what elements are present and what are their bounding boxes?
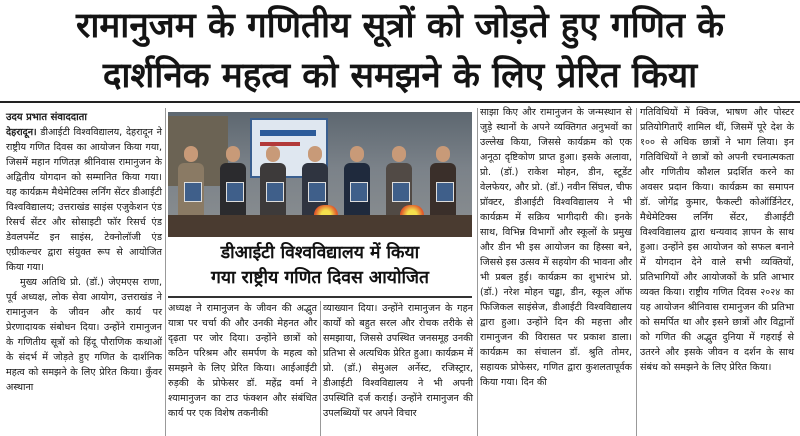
column-divider [636,108,637,436]
byline: उदय प्रभात संवाददाता [6,112,87,123]
column-divider [477,108,478,436]
stage-table [168,215,472,237]
article-column-4 [480,105,632,390]
article-column-3 [323,301,473,421]
person-figure [220,146,246,219]
headline-rule [0,101,800,103]
paragraph: साझा किए और रामानुजन के जन्मस्थान से जुड़े स्थानों के अपने व्यक्तिगत अनुभवों का उल्लेख किया, जिससे कार्यक्रम को एक अनूठा दृष्टिकोण प्राप्त हुआ। इसके अलावा, प्रो. (डॉ.) राकेश मोहन, डीन, स्टूडेंट वेलफेयर, और प्रो. (डॉ.) नवीन सिंघल, चीफ प्रॉक्टर, डीआईटी विश्वविद्यालय ने भी कार्यक्रम में सक्रिय भागीदारी की। इनके साथ, विभिन्न विभागों और स्कूलों के प्रमुख और डीन भी इस आयोजन का हिस्सा बने, जिससे इस उत्सव में सहयोग की भावना और भी प्रबल हुई। कार्यक्रम का शुभारंभ प्रो. (डॉ.) नरेश मोहन चड्ढा, डीन, स्कूल ऑफ फिजिकल साइंसेज, डीआईटी विश्वविद्यालय द्वारा हुआ। उन्होंने दिन की महत्ता और रामानुजन की विरासत पर प्रकाश डाला। कार्यक्रम का संचालन डॉ. श्रुति तोमर, सहायक प्रोफेसर, गणित द्वारा कुशलतापूर्वक किया गया। दिन की [480,107,632,388]
headline-line-1: रामानुजम के गणितीय सूत्रों को जोड़ते हुए गणित के [76,6,724,46]
paragraph: मुख्य अतिथि प्रो. (डॉ.) जेएमएस राणा, पूर्व अध्यक्ष, लोक सेवा आयोग, उत्तराखंड ने रामानुजन के जीवन और कार्य पर प्रेरणादायक संबोधन दिया। उन्होंने रामानुजन के गणितीय सूत्रों को हिंदू पौराणिक कथाओं के संदर्भ में जोड़ते हुए गणित के दार्शनिक महत्व को समझने के लिए प्रेरित किया। कुँवर अस्थाना [6,277,162,393]
photo-caption-line-2: गया राष्ट्रीय गणित दिवस आयोजित [211,268,429,288]
paragraph: अध्यक्ष ने रामानुजन के जीवन की अद्भुत यात्रा पर चर्चा की और उनकी मेहनत और दृढ़ता पर जोर दिया। उन्होंने छात्रों को कठिन परिश्रम और समर्पण के महत्व को समझने के लिए प्रेरित किया। आईआईटी रुड़की के प्रोफेसर डॉ. महेंद्र वर्मा ने श्यामानुजन का टाउ फंक्शन और संबंधित कार्य पर एक विशेष तकनीकी [168,303,317,419]
caption-rule [168,296,472,298]
event-photo [168,112,472,237]
article-column-5 [640,105,794,375]
column-divider [165,108,166,436]
dateline: देहरादून। [6,127,37,138]
photo-caption-line-1: डीआईटी विश्वविद्यालय में किया [220,243,420,263]
person-figure [260,146,286,219]
person-figure [178,146,204,219]
article-column-2 [168,301,317,421]
photo-caption [168,237,472,297]
person-figure [430,146,456,219]
paragraph [6,125,162,275]
paragraph-text: डीआईटी विश्वविद्यालय, देहरादून ने राष्ट्रीय गणित दिवस का आयोजन किया गया, जिसमें महान गणितज्ञ श्रीनिवास रामानुजन के अद्वितीय योगदान को सम्मानित किया गया। यह कार्यक्रम मैथेमेटिक्स लर्निंग सेंटर डीआईटी विश्वविद्यालय; उत्तराखंड साइंस एजुकेशन एंड रिसर्च सेंटर और सोसाइटी फॉर रिसर्च एंड डेवलपमेंट इन साइंस, टेक्नोलॉजी एंड एग्रीकल्चर द्वारा संयुक्त रूप से आयोजित किया गया। [6,127,162,273]
column-divider [320,301,321,436]
article-column-1 [6,110,162,395]
paragraph: व्याख्यान दिया। उन्होंने रामानुजन के गहन कार्यों को बहुत सरल और रोचक तरीके से समझाया, जिससे उपस्थित जनसमूह उनकी प्रतिभा से अत्यधिक प्रेरित हुआ। कार्यक्रम में प्रो. (डॉ.) सेमुअल अर्नेस्ट, रजिस्ट्रार, डीआईटी विश्वविद्यालय ने भी अपनी उपस्थिति दर्ज कराई। उन्होंने रामानुजन की उपलब्धियों पर अपने विचार [323,303,473,419]
paragraph: गतिविधियों में क्विज, भाषण और पोस्टर प्रतियोगिताएँ शामिल थीं, जिसमें पूरे देश के १०० से अधिक छात्रों ने भाग लिया। इन गतिविधियों ने छात्रों को अपनी रचनात्मकता और गणितीय कौशल प्रदर्शित करने का अवसर प्रदान किया। कार्यक्रम का समापन डॉ. जोगेंद्र कुमार, फैकल्टी कोऑर्डिनेटर, मैथेमेटिक्स लर्निंग सेंटर, डीआईटी विश्वविद्यालय द्वारा धन्यवाद ज्ञापन के साथ हुआ। उन्होंने इस आयोजन को सफल बनाने में योगदान देने वाले सभी व्यक्तियों, प्रतिभागियों और आयोजकों के प्रति आभार व्यक्त किया। राष्ट्रीय गणित दिवस २०२४ का यह आयोजन श्रीनिवास रामानुजन की प्रतिभा को समर्पित था और इसने छात्रों और विद्वानों को गणित की अद्भुत दुनिया में गहराई से उतरने और इसके जीवन व दर्शन के साथ संबंध को समझने के लिए प्रेरित किया। [640,107,794,373]
person-figure [344,146,370,219]
headline-line-2: दार्शनिक महत्व को समझने के लिए प्रेरित किया [102,56,698,96]
